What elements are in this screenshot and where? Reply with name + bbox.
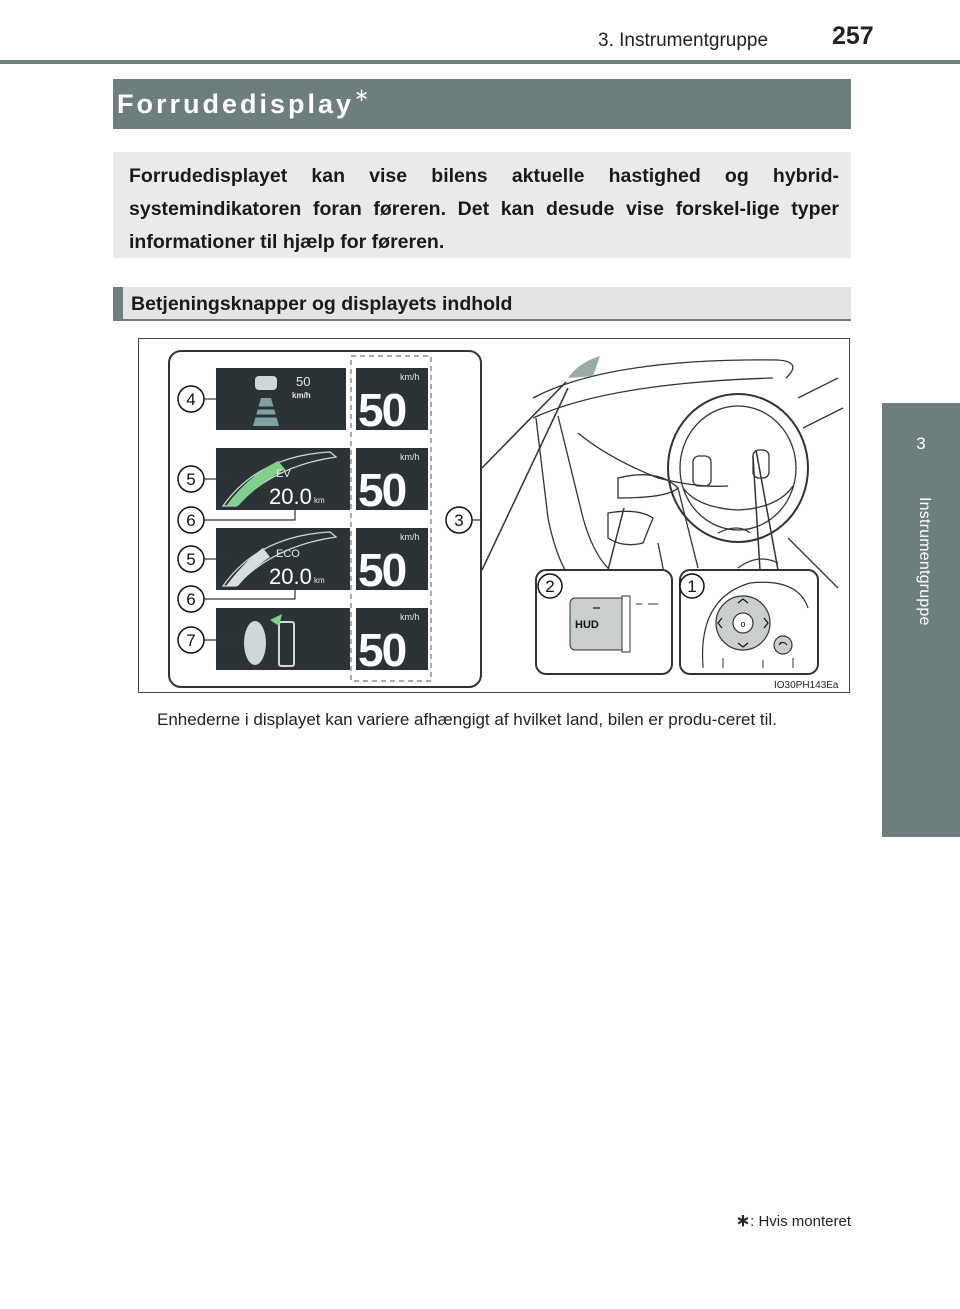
inset-steering-switch <box>680 570 818 674</box>
page-number: 257 <box>832 22 874 50</box>
display-row-ev <box>216 448 428 516</box>
cruise-value: 50 <box>296 374 311 389</box>
display-row-pedal <box>216 608 428 676</box>
display-row-eco <box>216 528 428 596</box>
inset-hud-switch <box>536 570 672 674</box>
callout-6a: 6 <box>186 511 196 530</box>
callout-2: 2 <box>545 577 555 596</box>
callout-7: 7 <box>186 631 196 650</box>
footnote-text: : Hvis monteret <box>750 1213 851 1230</box>
car-icon <box>255 376 277 390</box>
display-row-assist <box>216 368 428 436</box>
speed-unit-2: km/h <box>400 452 420 462</box>
distance-2: 20.0 <box>269 564 312 589</box>
hud-figure <box>138 338 850 693</box>
callout-4: 4 <box>186 390 196 409</box>
foot-icon <box>244 621 266 665</box>
footnote <box>730 1211 851 1231</box>
speed-value-2: 50 <box>358 464 406 516</box>
svg-text:o: o <box>740 619 746 629</box>
speed-unit-4: km/h <box>400 612 420 622</box>
page-title <box>117 85 369 120</box>
callout-6b: 6 <box>186 590 196 609</box>
header-rule <box>0 60 960 64</box>
subheading-accent <box>113 287 123 321</box>
eco-label: ECO <box>276 548 300 560</box>
speed-unit-1: km/h <box>400 372 420 382</box>
title-marker: ∗ <box>354 85 370 105</box>
callout-5b: 5 <box>186 550 196 569</box>
distance-unit-2: km <box>314 576 325 585</box>
chapter-tab-number: 3 <box>916 434 926 453</box>
figure-code: IO30PH143Ea <box>774 680 839 691</box>
distance-unit-1: km <box>314 496 325 505</box>
running-header-section: 3. Instrumentgruppe <box>598 30 769 51</box>
hud-button-label: HUD <box>575 619 599 631</box>
speed-unit-3: km/h <box>400 532 420 542</box>
distance-1: 20.0 <box>269 484 312 509</box>
ev-label: EV <box>276 468 291 480</box>
cruise-unit: km/h <box>292 391 311 400</box>
speed-value-3: 50 <box>358 544 406 596</box>
callout-1: 1 <box>687 577 697 596</box>
page-title-text: Forrudedisplay <box>117 89 355 119</box>
callout-5a: 5 <box>186 470 196 489</box>
chapter-tab-label: Instrumentgruppe <box>916 497 933 626</box>
subheading: Betjeningsknapper og displayets indhold <box>131 293 513 315</box>
intro-text: Forrudedisplayet kan vise bilens aktuelle hastighed og hybrid-systemindikatoren foran føreren. Det kan desude vise forskel-lige typer informationer til hjælp for føreren. <box>129 165 839 253</box>
speed-value-1: 50 <box>358 384 406 436</box>
speed-value-4: 50 <box>358 624 406 676</box>
callout-3: 3 <box>454 511 464 530</box>
footnote-marker: ∗ <box>735 1211 751 1230</box>
figure-caption: Enhederne i displayet kan variere afhængigt af hvilket land, bilen er produ-ceret til. <box>157 710 777 729</box>
